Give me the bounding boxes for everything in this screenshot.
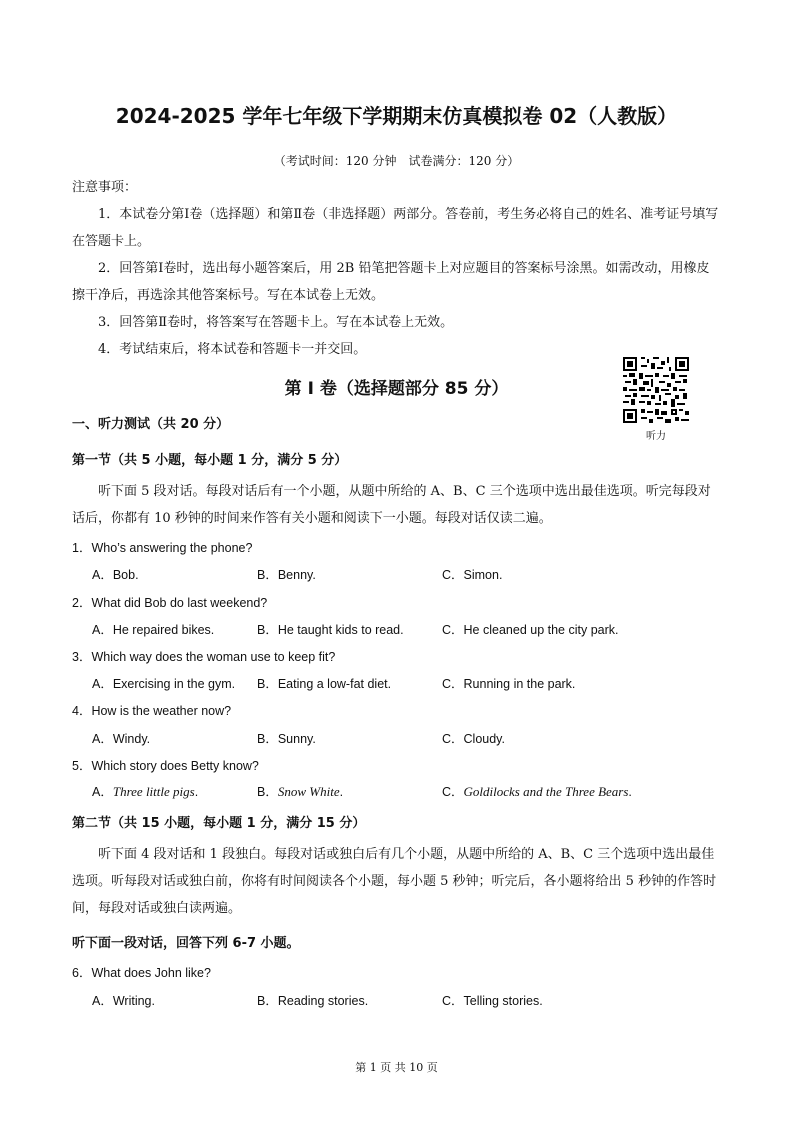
option-2c: C．He cleaned up the city park. [442,623,619,637]
option-5c: C．Goldilocks and the Three Bears. [442,784,632,799]
notice-item-1: 1．本试卷分第Ⅰ卷（选择题）和第Ⅱ卷（非选择题）两部分。答卷前，考生务必将自己的姓名、准考证号填写在答题卡上。 [72,207,719,249]
option-3b: B．Eating a low-fat diet. [257,677,392,691]
option-4c: C．Cloudy. [442,732,505,746]
option-1c: C．Simon. [442,568,503,582]
notice-item-3: 3．回答第Ⅱ卷时，将答案写在答题卡上。写在本试卷上无效。 [98,315,454,330]
section-one-part-one-title: 第一节（共 5 小题，每小题 1 分，满分 5 分） [72,453,348,468]
option-1b: B．Benny. [257,568,316,582]
section-one-part-two-title: 第二节（共 15 小题，每小题 1 分，满分 15 分） [72,816,366,831]
part-one-title: 第 I 卷（选择题部分 85 分） [284,379,509,399]
option-6a: A．Writing. [92,994,155,1008]
question-2: 2．What did Bob do last weekend? [72,596,268,610]
option-2a: A．He repaired bikes. [92,623,215,637]
option-6c: C．Telling stories. [442,994,543,1008]
question-1: 1．Who’s answering the phone? [72,541,253,555]
option-3a: A．Exercising in the gym. [92,677,236,691]
page-number: 第 1 页 共 10 页 [355,1061,438,1074]
dialogue-group-title: 听下面一段对话，回答下列 6-7 小题。 [72,936,300,951]
option-4a: A．Windy. [92,732,151,746]
option-4b: B．Sunny. [257,732,316,746]
option-6b: B．Reading stories. [257,994,369,1008]
notice-heading: 注意事项： [72,180,138,195]
qr-code-icon[interactable] [623,357,689,423]
qr-label: 听力 [646,431,666,442]
option-5b: B．Snow White. [257,784,344,799]
notice-item-2: 2．回答第Ⅰ卷时，选出每小题答案后，用 2B 铅笔把答题卡上对应题目的答案标号涂黑。如需改动，用橡皮擦干净后，再选涂其他答案标号。写在本试卷上无效。 [72,261,710,303]
question-4: 4．How is the weather now? [72,704,232,718]
question-3: 3．Which way does the woman use to keep fit? [72,650,336,664]
section-one-part-one-instruction: 听下面 5 段对话。每段对话后有一个小题，从题中所给的 A、B、C 三个选项中选出最佳选项。听完每段对话后，你都有 10 秒钟的时间来作答有关小题和阅读下一小题。每段对话仅读二遍。 [72,484,711,526]
page-title: 2024-2025 学年七年级下学期期末仿真模拟卷 02（人教版） [115,104,678,128]
option-5a: A．Three little pigs. [92,784,199,799]
section-one-part-two-instruction: 听下面 4 段对话和 1 段独白。每段对话或独白后有几个小题，从题中所给的 A、B、C 三个选项中选出最佳选项。听每段对话或独白前，你将有时间阅读各个小题，每小题 5 秒钟；听完后，各小题将给出 5 秒钟的作答时间，每段对话或独白读两遍。 [72,847,717,916]
exam-info: （考试时间：120 分钟 试卷满分：120 分） [273,154,520,168]
option-3c: C．Running in the park. [442,677,576,691]
question-5: 5．Which story does Betty know? [72,759,259,773]
option-2b: B．He taught kids to read. [257,623,404,637]
question-6: 6．What does John like? [72,966,211,980]
option-1a: A．Bob. [92,568,139,582]
notice-item-4: 4．考试结束后，将本试卷和答题卡一并交回。 [98,342,367,357]
section-one-title: 一、听力测试（共 20 分） [72,417,230,432]
